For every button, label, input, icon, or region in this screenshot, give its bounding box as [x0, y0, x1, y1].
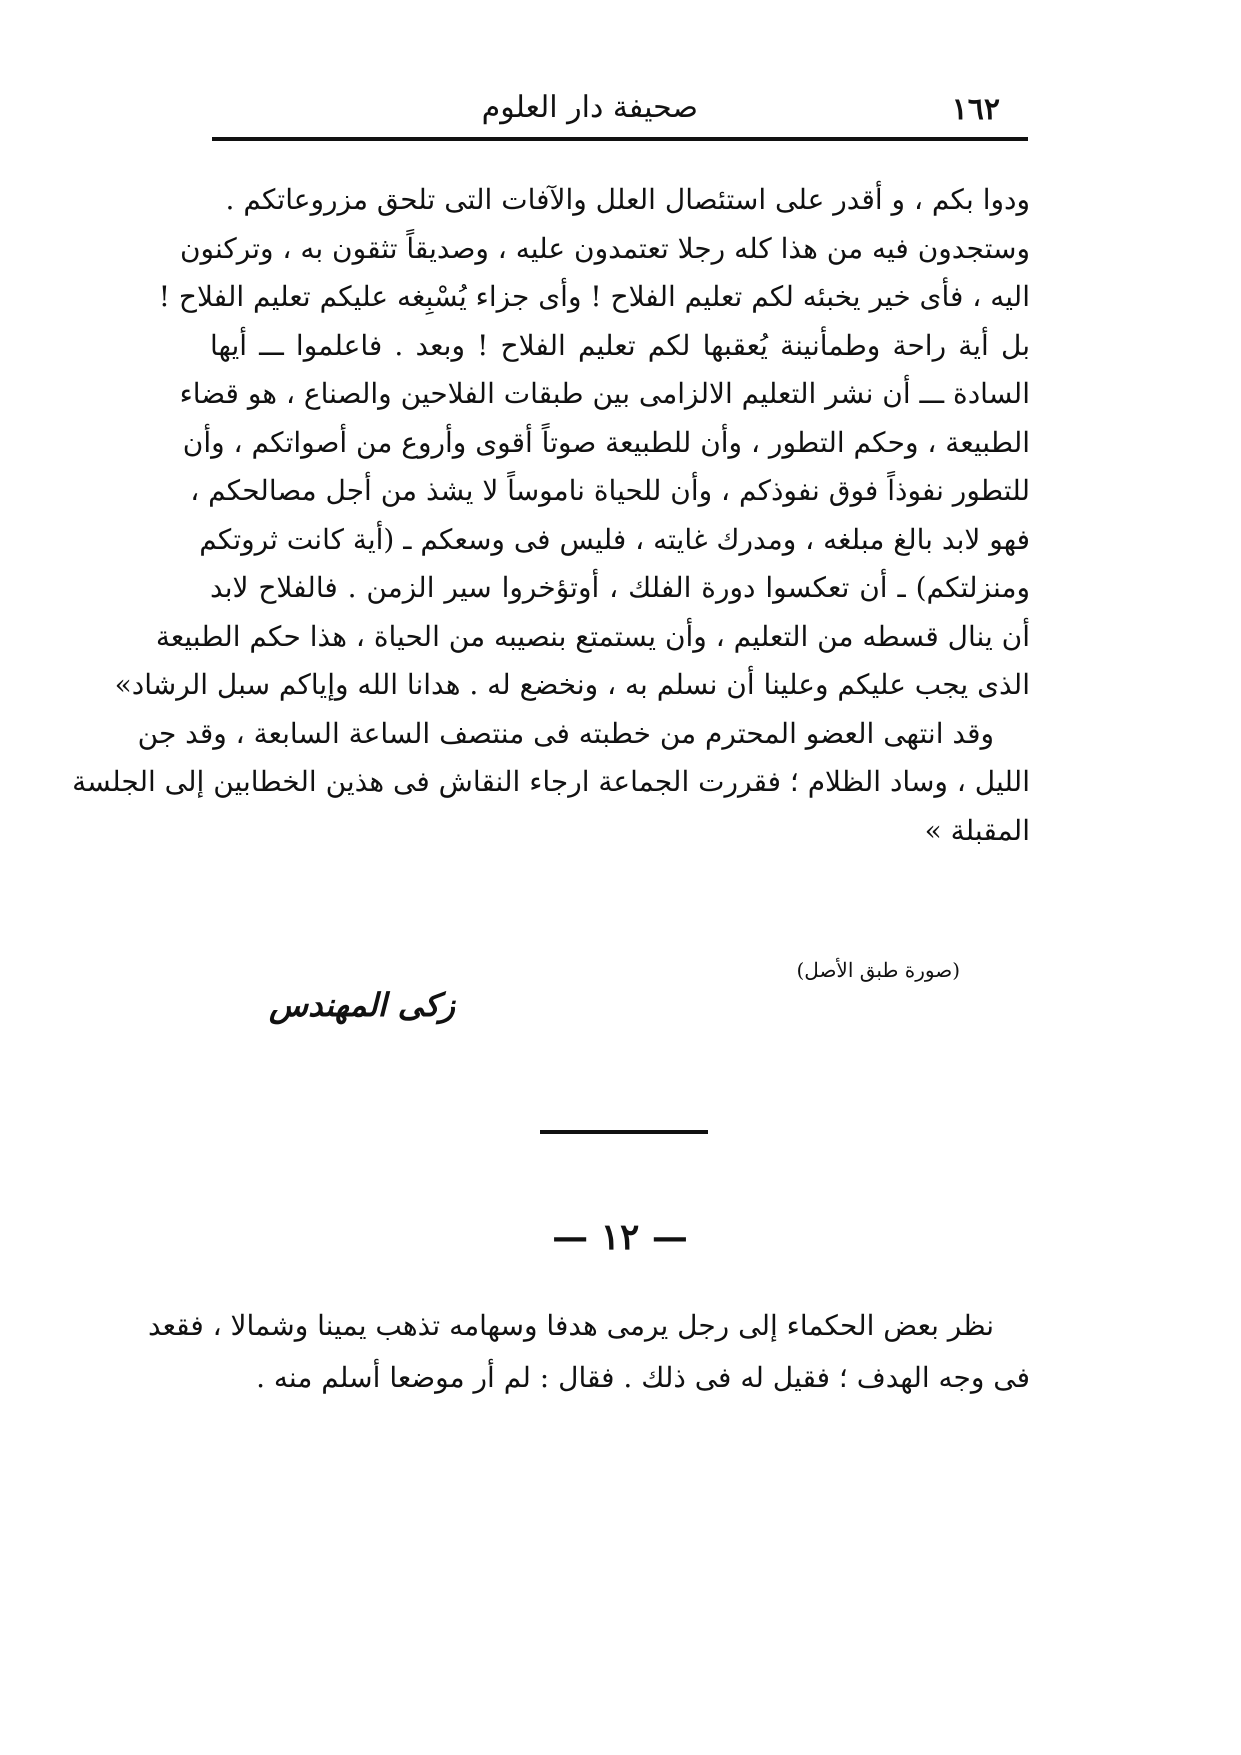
body-line: الليل ، وساد الظلام ؛ فقررت الجماعة ارجاء النقاش فى هذين الخطابين إلى الجلسة: [72, 765, 1030, 798]
section-text: [147, 1300, 1030, 1404]
body-text: [72, 176, 1030, 855]
body-line: المقبلة »: [924, 813, 1030, 847]
body-line: الطبيعة ، وحكم التطور ، وأن للطبيعة صوتاً أقوى وأروع من أصواتكم ، وأن: [182, 425, 1030, 459]
body-line: الذى يجب عليكم وعلينا أن نسلم به ، ونخضع له . هدانا الله وإياكم سبل الرشاد»: [114, 668, 1030, 701]
body-line: وقد انتهى العضو المحترم من خطبته فى منتصف الساعة السابعة ، وقد جن: [137, 716, 994, 750]
body-line: السادة ـــ أن نشر التعليم الالزامى بين طبقات الفلاحين والصناع ، هو قضاء: [179, 377, 1030, 410]
page-number: ١٦٢: [951, 92, 1000, 127]
body-line: بل أية راحة وطمأنينة يُعقبها لكم تعليم الفلاح ! وبعد . فاعلموا ـــ أيها: [210, 328, 1030, 362]
body-line: ومنزلتكم) ـ أن تعكسوا دورة الفلك ، أوتؤخروا سير الزمن . فالفلاح لابد: [210, 571, 1030, 604]
source-note: (صورة طبق الأصل): [796, 958, 960, 982]
section-number: — ١٢ —: [552, 1216, 688, 1258]
body-line: ودوا بكم ، و أقدر على استئصال العلل والآفات التى تلحق مزروعاتكم .: [225, 183, 1030, 216]
body-line: أن ينال قسطه من التعليم ، وأن يستمتع بنصيبه من الحياة ، هذا حكم الطبيعة: [155, 619, 1030, 653]
author-signature: زكى المهندس: [269, 986, 455, 1024]
running-title: صحيفة دار العلوم: [481, 90, 698, 125]
section-line: نظر بعض الحكماء إلى رجل يرمى هدفا وسهامه تذهب يمينا وشمالا ، فقعد: [147, 1309, 994, 1342]
page-header: [212, 84, 1028, 132]
body-line: وستجدون فيه من هذا كله رجلا تعتمدون عليه ، وصديقاً تثقون به ، وتركنون: [179, 231, 1030, 265]
body-line: للتطور نفوذاً فوق نفوذكم ، وأن للحياة ناموساً لا يشذ من أجل مصالحكم ،: [190, 474, 1030, 507]
section-divider: [540, 1130, 708, 1134]
body-line: فهو لابد بالغ مبلغه ، ومدرك غايته ، فليس فى وسعكم ـ (أية كانت ثروتكم: [199, 522, 1030, 556]
body-line: اليه ، فأى خير يخبئه لكم تعليم الفلاح ! وأى جزاء يُسْبِغه عليكم تعليم الفلاح !: [158, 280, 1030, 313]
header-rule: [212, 137, 1028, 141]
section-line: فى وجه الهدف ؛ فقيل له فى ذلك . فقال : لم أر موضعا أسلم منه .: [256, 1361, 1030, 1394]
